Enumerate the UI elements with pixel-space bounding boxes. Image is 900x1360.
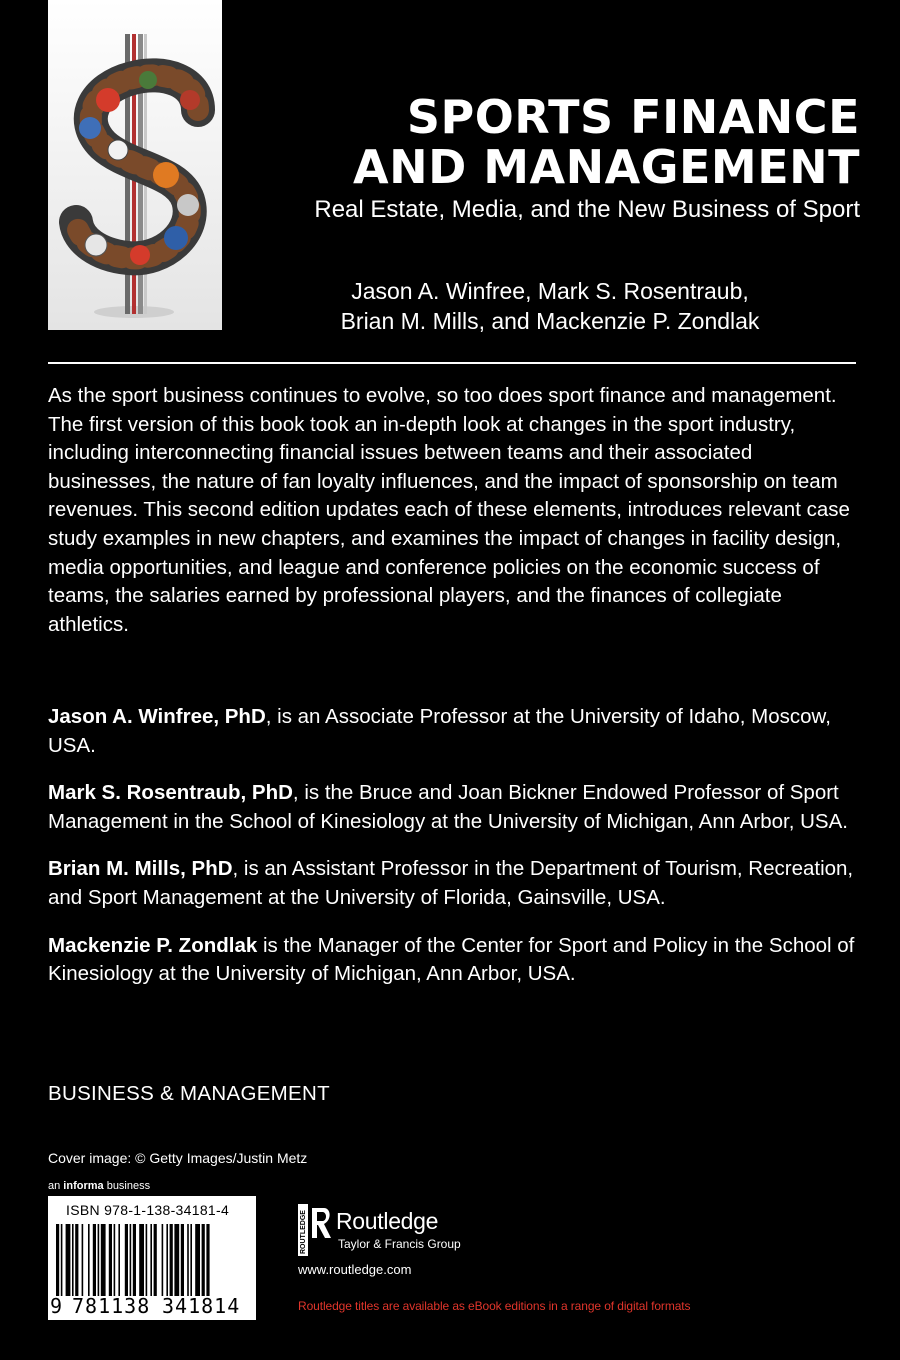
barcode-bar [133,1224,136,1296]
book-title [240,92,860,192]
bio-name: Jason A. Winfree, PhD [48,705,266,728]
publisher-name: Routledge [336,1208,439,1234]
barcode-bar [109,1224,112,1296]
title-block [240,92,860,224]
barcode-bar [170,1224,173,1296]
barcode-digit-first: 9 [50,1294,63,1318]
author-bio-mills [48,855,860,912]
author-bio-rosentraub [48,779,860,836]
subject-category: BUSINESS & MANAGEMENT [48,1082,330,1105]
author-bio-winfree [48,703,860,760]
barcode-bar [166,1224,168,1296]
barcode-bar [88,1224,90,1296]
bio-text: is the Manager of the Center for Sport and Policy in the School of Kinesiology at the University of Michigan, Ann Arbor, USA. [48,933,855,986]
bio-text: , is the Bruce and Joan Bickner Endowed Professor of Sport Management in the School of Kinesiology at the University of Michigan, Ann Arbor, USA. [48,781,848,833]
barcode-bar [75,1224,78,1296]
dollar-sign-sculpture-icon [48,0,222,330]
barcode-bar [82,1224,84,1296]
routledge-logo-text: ROUTLEDGE [300,1210,307,1254]
barcode-bar [66,1224,71,1296]
barcode-bar [174,1224,179,1296]
barcode-bar [146,1224,148,1296]
book-subtitle: Real Estate, Media, and the New Business of Sport [314,196,860,223]
barcode-bar [181,1224,184,1296]
cover-image-credit: Cover image: © Getty Images/Justin Metz [48,1150,308,1166]
bio-name: Mackenzie P. Zondlak [48,933,258,957]
barcode-bar [154,1224,157,1296]
barcode-bar [56,1224,59,1296]
barcode-bar [125,1224,128,1296]
publisher-url[interactable]: www.routledge.com [298,1262,412,1277]
author-bio-zondlak [48,932,860,989]
barcode-bar [206,1224,209,1296]
book-description: As the sport business continues to evolve, so too does sport finance and management. The first version of this book took an in-depth look at changes in the sport industry, including interconnecting financial issues between teams and their associated businesses, the nature of fan loyalty influences, and the impact of sponsorship on team revenues. This second edition updates each of these elements, introduces relevant case study examples in new chapters, and examines the impact of changes in facility design, media opportunities, and league and conference policies on the economic success of teams, the salaries earned by professional players, and the finances of collegiate athletics. [48,384,850,636]
book-title-line-2: AND MANAGEMENT [352,140,860,194]
authors-line-2: Brian M. Mills, and Mackenzie P. Zondlak [340,308,760,334]
informa-brand: informa [63,1180,104,1192]
book-title-line-1: SPORTS FINANCE [406,90,860,144]
informa-suffix: business [103,1180,151,1192]
author-bios [48,703,860,1008]
barcode-bar [150,1224,152,1296]
barcode-bar [202,1224,205,1296]
routledge-logo-icon [298,1204,332,1256]
barcode-digits-right: 341814 [162,1294,241,1318]
authors-line-1: Jason A. Winfree, Mark S. Rosentraub, [351,278,749,304]
informa-business-tag [48,1180,150,1192]
barcode-bar [72,1224,74,1296]
author-list [240,276,860,336]
bio-name: Brian M. Mills, PhD [48,857,233,881]
barcode-bars [56,1224,252,1296]
isbn-label: ISBN 978-1-138-34181-4 [66,1202,230,1218]
barcode-bar [98,1224,100,1296]
barcode-bar [93,1224,96,1296]
informa-prefix: an [48,1180,64,1192]
barcode-bar [139,1224,144,1296]
publisher-group: Taylor & Francis Group [338,1237,461,1251]
barcode-bar [118,1224,120,1296]
bio-text: , is an Associate Professor at the University of Idaho, Moscow, USA. [48,705,831,757]
barcode-bar [61,1224,63,1296]
cover-thumbnail [48,0,222,330]
barcode-bar [195,1224,200,1296]
bio-name: Mark S. Rosentraub, PhD [48,781,293,805]
barcode-bar [114,1224,116,1296]
barcode-bar [130,1224,132,1296]
publisher-block [298,1204,518,1264]
barcode-digits-left: 781138 [72,1294,151,1318]
bio-text: , is an Assistant Professor in the Department of Tourism, Recreation, and Sport Management at the University of Florida, Gainsville, USA. [48,857,854,909]
divider-rule [48,362,856,364]
barcode-bar [190,1224,192,1296]
barcode-bar [162,1224,164,1296]
barcode-bar [101,1224,106,1296]
barcode-bar [187,1224,189,1296]
ebook-availability-note: Routledge titles are available as eBook editions in a range of digital formats [298,1299,691,1313]
isbn-barcode [48,1196,256,1320]
